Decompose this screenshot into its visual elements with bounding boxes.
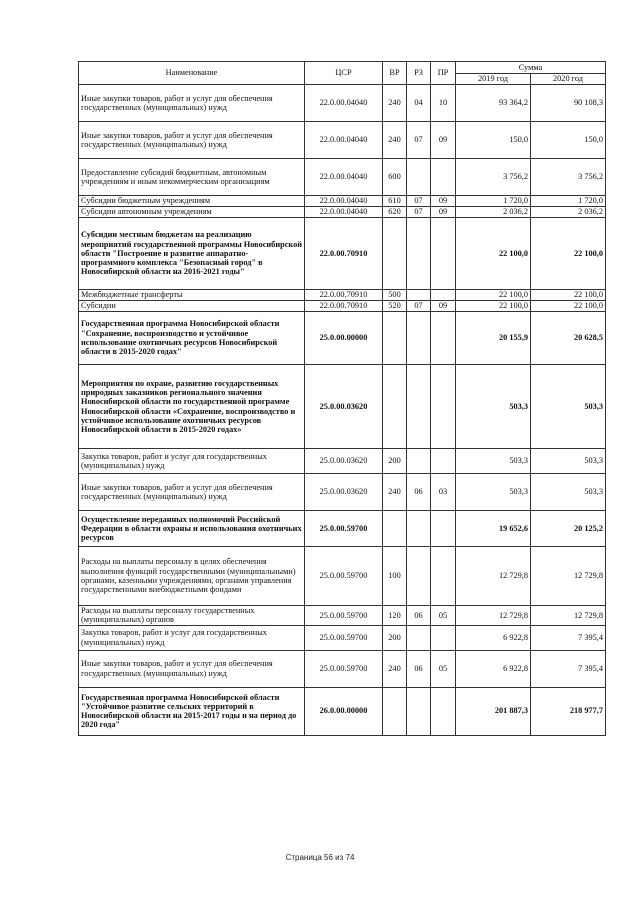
row-rz-cell xyxy=(407,365,431,449)
row-name-cell: Расходы на выплаты персоналу государственных (муниципальных) органов xyxy=(79,606,305,626)
table-row xyxy=(79,196,606,207)
budget-table xyxy=(78,61,606,736)
row-2019-cell: 3 756,2 xyxy=(456,159,531,196)
row-2019-cell: 22 100,0 xyxy=(456,301,531,312)
row-2020-cell: 503,3 xyxy=(531,474,606,511)
row-pr-cell xyxy=(431,159,456,196)
row-csr-cell: 25.0.00.59700 xyxy=(305,625,383,650)
header-2019: 2019 год xyxy=(456,74,531,85)
row-csr-cell: 25.0.00.59700 xyxy=(305,547,383,606)
row-rz-cell: 06 xyxy=(407,650,431,687)
table-row xyxy=(79,365,606,449)
row-2019-cell: 2 036,2 xyxy=(456,207,531,218)
row-pr-cell xyxy=(431,625,456,650)
row-rz-cell xyxy=(407,449,431,474)
row-csr-cell: 22.0.00.04040 xyxy=(305,196,383,207)
row-csr-cell: 22.0.00.70910 xyxy=(305,218,383,290)
row-rz-cell xyxy=(407,687,431,735)
row-2020-cell: 22 100,0 xyxy=(531,218,606,290)
table-row xyxy=(79,606,606,626)
row-name-cell: Мероприятия по охране, развитию государственных природных заказников регионального значения Новосибирской области по государственной программе Новосибирской области «Сохранение, воспроизводство и устойчивое использование охотничьих ресурсов Новосибирской области в 2015-2020 годах» xyxy=(79,365,305,449)
row-vr-cell: 240 xyxy=(383,122,407,159)
row-name-cell: Иные закупки товаров, работ и услуг для обеспечения государственных (муниципальных) нужд xyxy=(79,122,305,159)
row-name-cell: Межбюджетные трансферты xyxy=(79,290,305,301)
header-2020: 2020 год xyxy=(531,74,606,85)
row-2019-cell: 22 100,0 xyxy=(456,290,531,301)
row-vr-cell: 100 xyxy=(383,547,407,606)
table-row xyxy=(79,159,606,196)
row-2020-cell: 1 720,0 xyxy=(531,196,606,207)
table-row xyxy=(79,547,606,606)
row-rz-cell: 06 xyxy=(407,474,431,511)
row-2020-cell: 503,3 xyxy=(531,365,606,449)
row-vr-cell: 610 xyxy=(383,196,407,207)
row-name-cell: Иные закупки товаров, работ и услуг для обеспечения государственных (муниципальных) нужд xyxy=(79,85,305,122)
row-2019-cell: 6 922,8 xyxy=(456,650,531,687)
row-rz-cell xyxy=(407,625,431,650)
row-2020-cell: 150,0 xyxy=(531,122,606,159)
row-pr-cell: 09 xyxy=(431,122,456,159)
row-2019-cell: 12 729,8 xyxy=(456,547,531,606)
row-csr-cell: 22.0.00.70910 xyxy=(305,290,383,301)
row-2020-cell: 90 108,3 xyxy=(531,85,606,122)
row-2019-cell: 1 720,0 xyxy=(456,196,531,207)
row-2020-cell: 12 729,8 xyxy=(531,547,606,606)
row-rz-cell: 07 xyxy=(407,196,431,207)
row-pr-cell: 03 xyxy=(431,474,456,511)
row-vr-cell xyxy=(383,218,407,290)
table-row xyxy=(79,301,606,312)
row-2020-cell: 218 977,7 xyxy=(531,687,606,735)
row-2019-cell: 22 100,0 xyxy=(456,218,531,290)
table-row xyxy=(79,122,606,159)
row-pr-cell xyxy=(431,365,456,449)
row-pr-cell: 09 xyxy=(431,196,456,207)
header-sum: Сумма xyxy=(456,62,606,74)
row-2020-cell: 7 395,4 xyxy=(531,650,606,687)
row-2019-cell: 93 364,2 xyxy=(456,85,531,122)
row-2019-cell: 503,3 xyxy=(456,365,531,449)
row-rz-cell xyxy=(407,511,431,547)
header-pr: ПР xyxy=(431,62,456,85)
row-name-cell: Расходы на выплаты персоналу в целях обеспечения выполнения функций государственными (муниципальными) органами, казенными учреждениями, органами управления государственными внебюджетными фондами xyxy=(79,547,305,606)
row-vr-cell xyxy=(383,687,407,735)
row-name-cell: Предоставление субсидий бюджетным, автономным учреждениям и иным некоммерческим организациям xyxy=(79,159,305,196)
row-pr-cell xyxy=(431,449,456,474)
table-row xyxy=(79,312,606,365)
row-rz-cell xyxy=(407,547,431,606)
row-pr-cell xyxy=(431,511,456,547)
row-pr-cell xyxy=(431,290,456,301)
row-name-cell: Закупка товаров, работ и услуг для государственных (муниципальных) нужд xyxy=(79,625,305,650)
row-rz-cell xyxy=(407,218,431,290)
row-rz-cell: 07 xyxy=(407,301,431,312)
row-csr-cell: 25.0.00.03620 xyxy=(305,449,383,474)
row-csr-cell: 25.0.00.03620 xyxy=(305,365,383,449)
row-rz-cell xyxy=(407,290,431,301)
row-vr-cell: 240 xyxy=(383,85,407,122)
row-name-cell: Иные закупки товаров, работ и услуг для обеспечения государственных (муниципальных) нужд xyxy=(79,650,305,687)
row-2019-cell: 503,3 xyxy=(456,474,531,511)
row-vr-cell xyxy=(383,511,407,547)
row-pr-cell: 09 xyxy=(431,301,456,312)
row-csr-cell: 25.0.00.59700 xyxy=(305,650,383,687)
row-pr-cell xyxy=(431,312,456,365)
row-pr-cell xyxy=(431,687,456,735)
row-name-cell: Субсидии xyxy=(79,301,305,312)
row-vr-cell: 120 xyxy=(383,606,407,626)
row-name-cell: Государственная программа Новосибирской области "Устойчивое развитие сельских территорий в Новосибирской области на 2015-2017 годы и на период до 2020 года" xyxy=(79,687,305,735)
table-row xyxy=(79,207,606,218)
row-rz-cell: 07 xyxy=(407,122,431,159)
row-name-cell: Государственная программа Новосибирской области "Сохранение, воспроизводство и устойчивое использование охотничьих ресурсов Новосибирской области в 2015-2020 годах" xyxy=(79,312,305,365)
row-2020-cell: 22 100,0 xyxy=(531,290,606,301)
table-row xyxy=(79,290,606,301)
row-2020-cell: 22 100,0 xyxy=(531,301,606,312)
row-pr-cell xyxy=(431,547,456,606)
row-2019-cell: 503,3 xyxy=(456,449,531,474)
row-rz-cell xyxy=(407,312,431,365)
row-rz-cell: 04 xyxy=(407,85,431,122)
table-row xyxy=(79,687,606,735)
table-row xyxy=(79,449,606,474)
row-vr-cell xyxy=(383,312,407,365)
header-rz: РЗ xyxy=(407,62,431,85)
row-vr-cell: 240 xyxy=(383,474,407,511)
row-2019-cell: 6 922,8 xyxy=(456,625,531,650)
table-row xyxy=(79,625,606,650)
row-csr-cell: 22.0.00.04040 xyxy=(305,207,383,218)
row-2019-cell: 150,0 xyxy=(456,122,531,159)
table-row xyxy=(79,511,606,547)
row-vr-cell: 600 xyxy=(383,159,407,196)
row-2019-cell: 19 652,6 xyxy=(456,511,531,547)
table-row xyxy=(79,474,606,511)
row-2020-cell: 7 395,4 xyxy=(531,625,606,650)
table-body xyxy=(79,85,606,736)
row-vr-cell: 620 xyxy=(383,207,407,218)
row-pr-cell: 09 xyxy=(431,207,456,218)
row-2020-cell: 3 756,2 xyxy=(531,159,606,196)
row-csr-cell: 26.0.00.00000 xyxy=(305,687,383,735)
row-2020-cell: 20 125,2 xyxy=(531,511,606,547)
row-2020-cell: 12 729,8 xyxy=(531,606,606,626)
row-csr-cell: 25.0.00.00000 xyxy=(305,312,383,365)
row-rz-cell: 06 xyxy=(407,606,431,626)
row-name-cell: Субсидии автономным учреждениям xyxy=(79,207,305,218)
row-2019-cell: 12 729,8 xyxy=(456,606,531,626)
row-csr-cell: 22.0.00.70910 xyxy=(305,301,383,312)
row-pr-cell: 05 xyxy=(431,650,456,687)
page-number: Страница 56 из 74 xyxy=(285,853,355,862)
row-vr-cell: 500 xyxy=(383,290,407,301)
row-rz-cell xyxy=(407,159,431,196)
row-name-cell: Закупка товаров, работ и услуг для государственных (муниципальных) нужд xyxy=(79,449,305,474)
row-name-cell: Осуществление переданных полномочий Российской Федерации в области охраны и использования охотничьих ресурсов xyxy=(79,511,305,547)
row-2020-cell: 20 628,5 xyxy=(531,312,606,365)
row-vr-cell: 200 xyxy=(383,449,407,474)
row-csr-cell: 25.0.00.03620 xyxy=(305,474,383,511)
table-row xyxy=(79,650,606,687)
row-vr-cell: 520 xyxy=(383,301,407,312)
row-csr-cell: 25.0.00.59700 xyxy=(305,511,383,547)
table-row xyxy=(79,85,606,122)
header-vr: ВР xyxy=(383,62,407,85)
row-name-cell: Субсидии бюджетным учреждениям xyxy=(79,196,305,207)
header-name: Наименование xyxy=(79,62,305,85)
row-csr-cell: 22.0.00.04040 xyxy=(305,159,383,196)
row-name-cell: Субсидии местным бюджетам на реализацию мероприятий государственной программы Новосибирской области "Построение и развитие аппаратно-программного комплекса "Безопасный город" в Новосибирской области на 2016-2021 годы" xyxy=(79,218,305,290)
row-pr-cell: 05 xyxy=(431,606,456,626)
row-pr-cell: 10 xyxy=(431,85,456,122)
row-2020-cell: 503,3 xyxy=(531,449,606,474)
row-vr-cell: 200 xyxy=(383,625,407,650)
row-vr-cell: 240 xyxy=(383,650,407,687)
row-csr-cell: 22.0.00.04040 xyxy=(305,85,383,122)
header-csr: ЦСР xyxy=(305,62,383,85)
row-csr-cell: 22.0.00.04040 xyxy=(305,122,383,159)
row-2019-cell: 201 887,3 xyxy=(456,687,531,735)
row-vr-cell xyxy=(383,365,407,449)
row-rz-cell: 07 xyxy=(407,207,431,218)
table-row xyxy=(79,218,606,290)
row-csr-cell: 25.0.00.59700 xyxy=(305,606,383,626)
row-name-cell: Иные закупки товаров, работ и услуг для обеспечения государственных (муниципальных) нужд xyxy=(79,474,305,511)
row-2020-cell: 2 036,2 xyxy=(531,207,606,218)
row-pr-cell xyxy=(431,218,456,290)
row-2019-cell: 20 155,9 xyxy=(456,312,531,365)
